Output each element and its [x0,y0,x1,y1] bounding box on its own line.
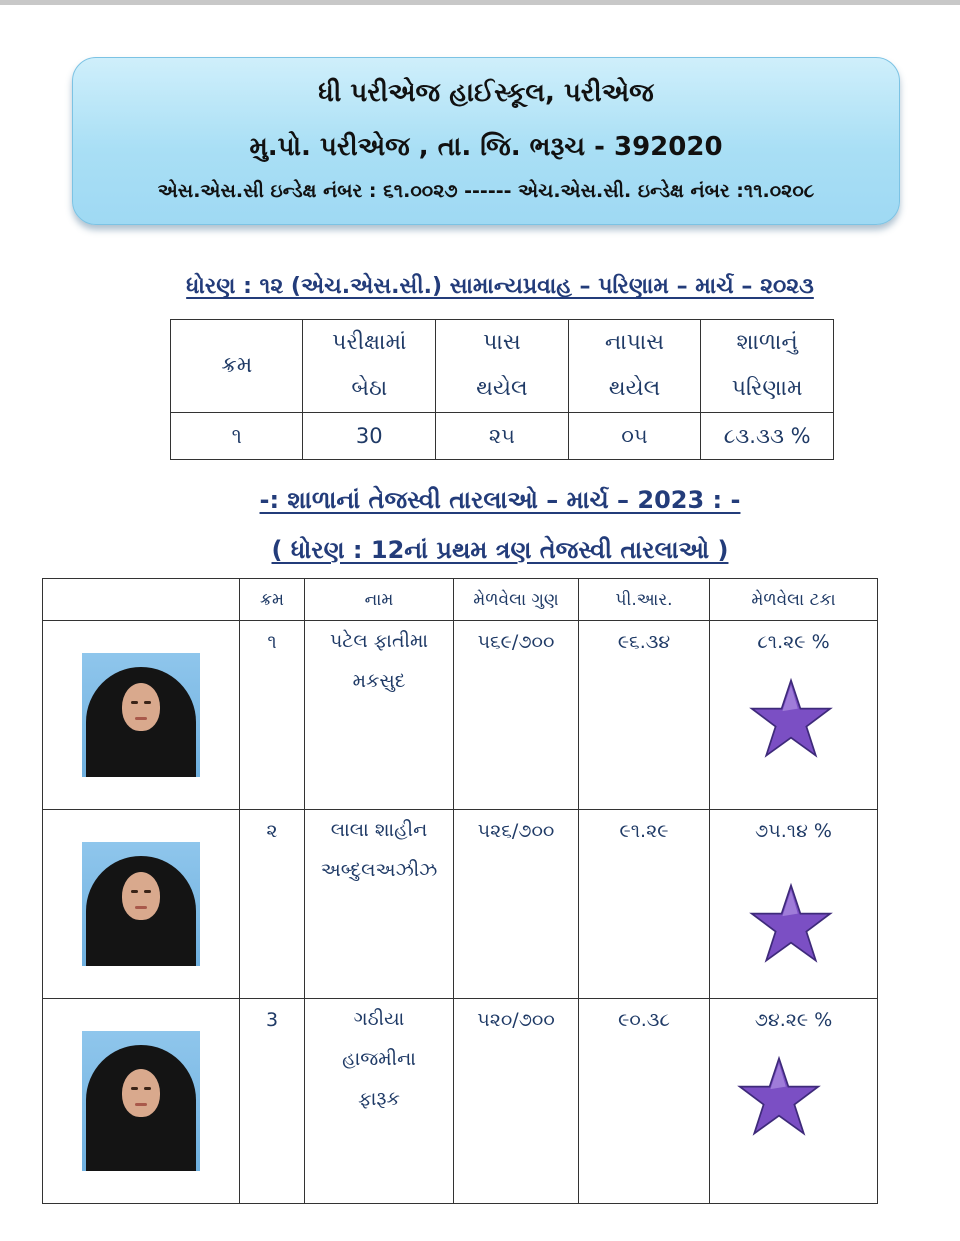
percent-cell [710,621,878,810]
star-icon [748,882,834,964]
pr-cell: ૯૦.૩૮ [579,999,710,1204]
marks-cell: ૫૨૬/૭૦૦ [454,810,579,999]
rank-cell: ૧ [240,621,305,810]
table-row [43,999,878,1204]
table-row [43,621,878,810]
summary-header-cell: પરીક્ષામાં બેઠા [303,320,436,413]
toppers-header-cell: મેળવેલા ગુણ [454,579,579,621]
pr-cell: ૯૬.૩૪ [579,621,710,810]
rank-cell: 3 [240,999,305,1204]
summary-cell: ૦૫ [568,413,701,460]
percent-cell [710,999,878,1204]
photo-cell [43,999,240,1204]
toppers-header-cell [43,579,240,621]
photo-cell [43,621,240,810]
toppers-header-cell: નામ [305,579,454,621]
summary-header-cell: નાપાસ થયેલ [568,320,701,413]
pr-cell: ૯૧.૨૯ [579,810,710,999]
summary-header-cell: ક્રમ [171,320,303,413]
photo-cell [43,810,240,999]
percent-value: ૭૪.૨૯ % [754,1009,833,1031]
percent-value: ૭૫.૧૪ % [755,820,832,842]
stars-title: -: શાળાનાં તેજસ્વી તારલાઓ – માર્ચ – 2023 : - [259,486,741,514]
student-photo [82,842,200,966]
summary-header-cell: પાસ થયેલ [436,320,569,413]
result-title: ધોરણ : ૧૨ (એચ.એસ.સી.) સામાન્યપ્રવાહ – પરિણામ – માર્ચ – ૨૦૨૩ [186,274,814,299]
summary-cell: ૨૫ [436,413,569,460]
toppers-table [42,578,878,1204]
star-icon [736,1055,822,1137]
summary-header-row [171,320,834,413]
stars-subtitle: ( ધોરણ : 12નાં પ્રથમ ત્રણ તેજસ્વી તારલાઓ ) [271,536,729,564]
toppers-header-row [43,579,878,621]
star-icon [748,677,834,759]
summary-data-row [171,413,834,460]
percent-cell [710,810,878,999]
summary-cell: ૮૩.૩૩ % [701,413,834,460]
toppers-header-cell: પી.આર. [579,579,710,621]
summary-cell: 30 [303,413,436,460]
student-photo [82,1031,200,1171]
toppers-header-cell: ક્રમ [240,579,305,621]
table-row [43,810,878,999]
toppers-header-cell: મેળવેલા ટકા [710,579,878,621]
name-cell: લાલા શાહીન અબ્દુલઅઝીઝ [305,810,454,999]
name-cell: ગઠીયા હાજમીના ફારૂક [305,999,454,1204]
school-address: મુ.પો. પરીએજ , તા. જિ. ભરૂચ - 392020 [249,132,723,162]
student-photo [82,653,200,777]
summary-table [170,319,834,460]
top-divider [0,0,960,5]
marks-cell: ૫૬૯/૭૦૦ [454,621,579,810]
percent-value: ૮૧.૨૯ % [757,631,830,653]
school-name: ધી પરીએજ હાઈસ્કૂલ, પરીએજ [318,78,654,108]
name-cell: પટેલ ફાતીમા મકસુદ [305,621,454,810]
summary-header-cell: શાળાનું પરિણામ [701,320,834,413]
marks-cell: ૫૨૦/૭૦૦ [454,999,579,1204]
school-header [72,57,900,225]
summary-cell: ૧ [171,413,303,460]
rank-cell: ૨ [240,810,305,999]
index-numbers: એસ.એસ.સી ઇન્ડેક્ષ નંબર : ૬૧.૦૦૨૭ ------ એચ.એસ.સી. ઇન્ડેક્ષ નંબર :૧૧.૦૨૦૮ [157,180,815,202]
